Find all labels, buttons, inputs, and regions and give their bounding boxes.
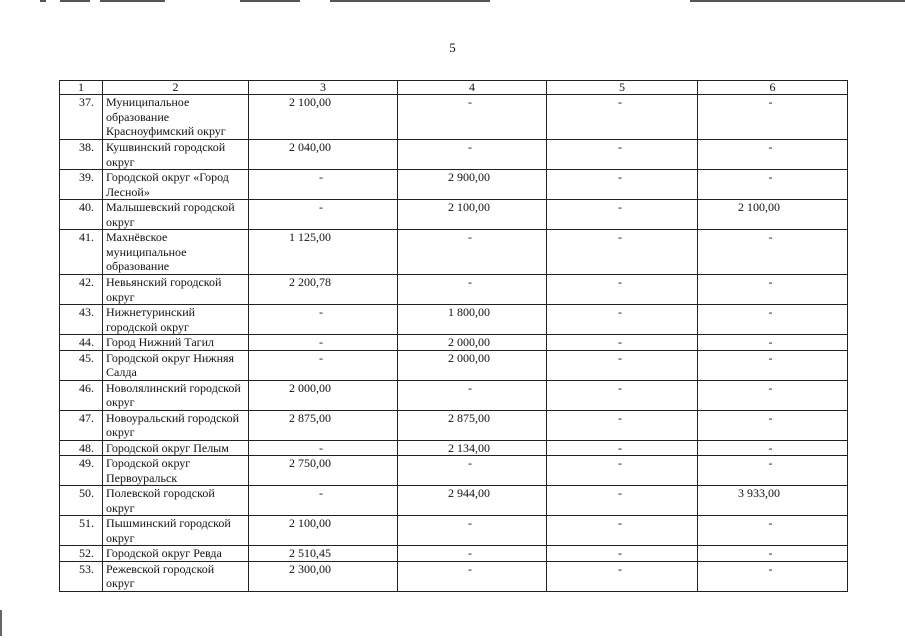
municipality-name: Городской округ «Город Лесной» xyxy=(103,170,249,200)
row-number: 42. xyxy=(60,275,103,305)
municipality-name: Невьянский городской округ xyxy=(103,275,249,305)
table-row xyxy=(60,350,848,380)
table-row xyxy=(60,456,848,486)
municipality-name: Пышминский городской округ xyxy=(103,516,249,546)
header-row xyxy=(60,81,848,95)
value-col-6: - xyxy=(698,380,848,410)
table-header xyxy=(60,81,848,95)
value-col-4: 2 100,00 xyxy=(398,200,547,230)
value-col-3: - xyxy=(249,486,398,516)
value-col-6: 3 933,00 xyxy=(698,486,848,516)
value-col-5: - xyxy=(547,561,698,591)
header-cell-4: 4 xyxy=(398,81,547,95)
table-row xyxy=(60,95,848,140)
value-col-4: - xyxy=(398,546,547,562)
value-col-5: - xyxy=(547,95,698,140)
municipality-name: Городской округ Пелым xyxy=(103,440,249,456)
table-body xyxy=(60,95,848,592)
value-col-5: - xyxy=(547,546,698,562)
row-number: 43. xyxy=(60,305,103,335)
value-col-6: - xyxy=(698,230,848,275)
table-row xyxy=(60,275,848,305)
municipality-name: Город Нижний Тагил xyxy=(103,335,249,351)
value-col-5: - xyxy=(547,335,698,351)
header-cell-3: 3 xyxy=(249,81,398,95)
value-col-3: 2 100,00 xyxy=(249,95,398,140)
table-row xyxy=(60,546,848,562)
municipality-name: Малышевский городской округ xyxy=(103,200,249,230)
value-col-4: 2 875,00 xyxy=(398,410,547,440)
value-col-4: 2 900,00 xyxy=(398,170,547,200)
value-col-4: - xyxy=(398,456,547,486)
value-col-4: - xyxy=(398,95,547,140)
row-number: 48. xyxy=(60,440,103,456)
row-number: 45. xyxy=(60,350,103,380)
header-cell-6: 6 xyxy=(698,81,848,95)
value-col-5: - xyxy=(547,140,698,170)
value-col-6: - xyxy=(698,410,848,440)
value-col-3: - xyxy=(249,440,398,456)
row-number: 37. xyxy=(60,95,103,140)
value-col-3: 2 750,00 xyxy=(249,456,398,486)
value-col-3: - xyxy=(249,350,398,380)
table-row xyxy=(60,335,848,351)
municipality-name: Городской округ Ревда xyxy=(103,546,249,562)
row-number: 50. xyxy=(60,486,103,516)
value-col-6: - xyxy=(698,335,848,351)
header-cell-1: 1 xyxy=(60,81,103,95)
value-col-5: - xyxy=(547,486,698,516)
value-col-6: - xyxy=(698,350,848,380)
row-number: 51. xyxy=(60,516,103,546)
value-col-4: - xyxy=(398,230,547,275)
value-col-4: 2 000,00 xyxy=(398,335,547,351)
value-col-6: - xyxy=(698,440,848,456)
value-col-3: - xyxy=(249,335,398,351)
value-col-5: - xyxy=(547,305,698,335)
value-col-3: 2 100,00 xyxy=(249,516,398,546)
scan-side-mark xyxy=(0,610,2,636)
value-col-6: 2 100,00 xyxy=(698,200,848,230)
municipality-name: Полевской городской округ xyxy=(103,486,249,516)
table-row xyxy=(60,486,848,516)
scan-top-edge xyxy=(0,0,905,3)
row-number: 40. xyxy=(60,200,103,230)
value-col-6: - xyxy=(698,275,848,305)
value-col-4: 2 000,00 xyxy=(398,350,547,380)
table-row xyxy=(60,200,848,230)
value-col-3: 2 300,00 xyxy=(249,561,398,591)
value-col-3: 2 875,00 xyxy=(249,410,398,440)
header-cell-5: 5 xyxy=(547,81,698,95)
value-col-3: - xyxy=(249,170,398,200)
row-number: 47. xyxy=(60,410,103,440)
municipality-name: Муниципальное образование Красноуфимский округ xyxy=(103,95,249,140)
value-col-6: - xyxy=(698,561,848,591)
value-col-5: - xyxy=(547,200,698,230)
value-col-5: - xyxy=(547,410,698,440)
page-number: 5 xyxy=(449,40,456,55)
row-number: 41. xyxy=(60,230,103,275)
municipality-name: Режевской городской округ xyxy=(103,561,249,591)
value-col-3: 2 040,00 xyxy=(249,140,398,170)
municipality-name: Новолялинский городской округ xyxy=(103,380,249,410)
value-col-4: - xyxy=(398,561,547,591)
municipality-name: Городской округ Нижняя Салда xyxy=(103,350,249,380)
table-row xyxy=(60,140,848,170)
table-row xyxy=(60,170,848,200)
table-row xyxy=(60,305,848,335)
row-number: 53. xyxy=(60,561,103,591)
value-col-6: - xyxy=(698,546,848,562)
value-col-6: - xyxy=(698,456,848,486)
row-number: 49. xyxy=(60,456,103,486)
value-col-6: - xyxy=(698,170,848,200)
value-col-3: 2 200,78 xyxy=(249,275,398,305)
value-col-4: 2 134,00 xyxy=(398,440,547,456)
value-col-4: - xyxy=(398,275,547,305)
value-col-3: 2 000,00 xyxy=(249,380,398,410)
table-row xyxy=(60,410,848,440)
value-col-5: - xyxy=(547,230,698,275)
municipality-name: Новоуральский городской округ xyxy=(103,410,249,440)
table-row xyxy=(60,516,848,546)
value-col-4: - xyxy=(398,140,547,170)
value-col-4: - xyxy=(398,516,547,546)
value-col-3: - xyxy=(249,305,398,335)
value-col-5: - xyxy=(547,440,698,456)
value-col-5: - xyxy=(547,380,698,410)
table-row xyxy=(60,561,848,591)
row-number: 44. xyxy=(60,335,103,351)
value-col-5: - xyxy=(547,516,698,546)
value-col-4: - xyxy=(398,380,547,410)
value-col-5: - xyxy=(547,456,698,486)
municipality-name: Нижнетуринский городской округ xyxy=(103,305,249,335)
allocation-table xyxy=(59,80,848,592)
value-col-4: 1 800,00 xyxy=(398,305,547,335)
row-number: 52. xyxy=(60,546,103,562)
value-col-5: - xyxy=(547,275,698,305)
value-col-3: 1 125,00 xyxy=(249,230,398,275)
value-col-5: - xyxy=(547,350,698,380)
row-number: 39. xyxy=(60,170,103,200)
value-col-4: 2 944,00 xyxy=(398,486,547,516)
municipality-name: Кушвинский городской округ xyxy=(103,140,249,170)
table-row xyxy=(60,230,848,275)
table-row xyxy=(60,440,848,456)
table-row xyxy=(60,380,848,410)
value-col-5: - xyxy=(547,170,698,200)
municipality-name: Городской округ Первоуральск xyxy=(103,456,249,486)
value-col-6: - xyxy=(698,140,848,170)
row-number: 46. xyxy=(60,380,103,410)
row-number: 38. xyxy=(60,140,103,170)
header-cell-2: 2 xyxy=(103,81,249,95)
value-col-3: 2 510,45 xyxy=(249,546,398,562)
value-col-6: - xyxy=(698,305,848,335)
value-col-6: - xyxy=(698,95,848,140)
municipality-name: Махнёвское муниципальное образование xyxy=(103,230,249,275)
value-col-6: - xyxy=(698,516,848,546)
value-col-3: - xyxy=(249,200,398,230)
